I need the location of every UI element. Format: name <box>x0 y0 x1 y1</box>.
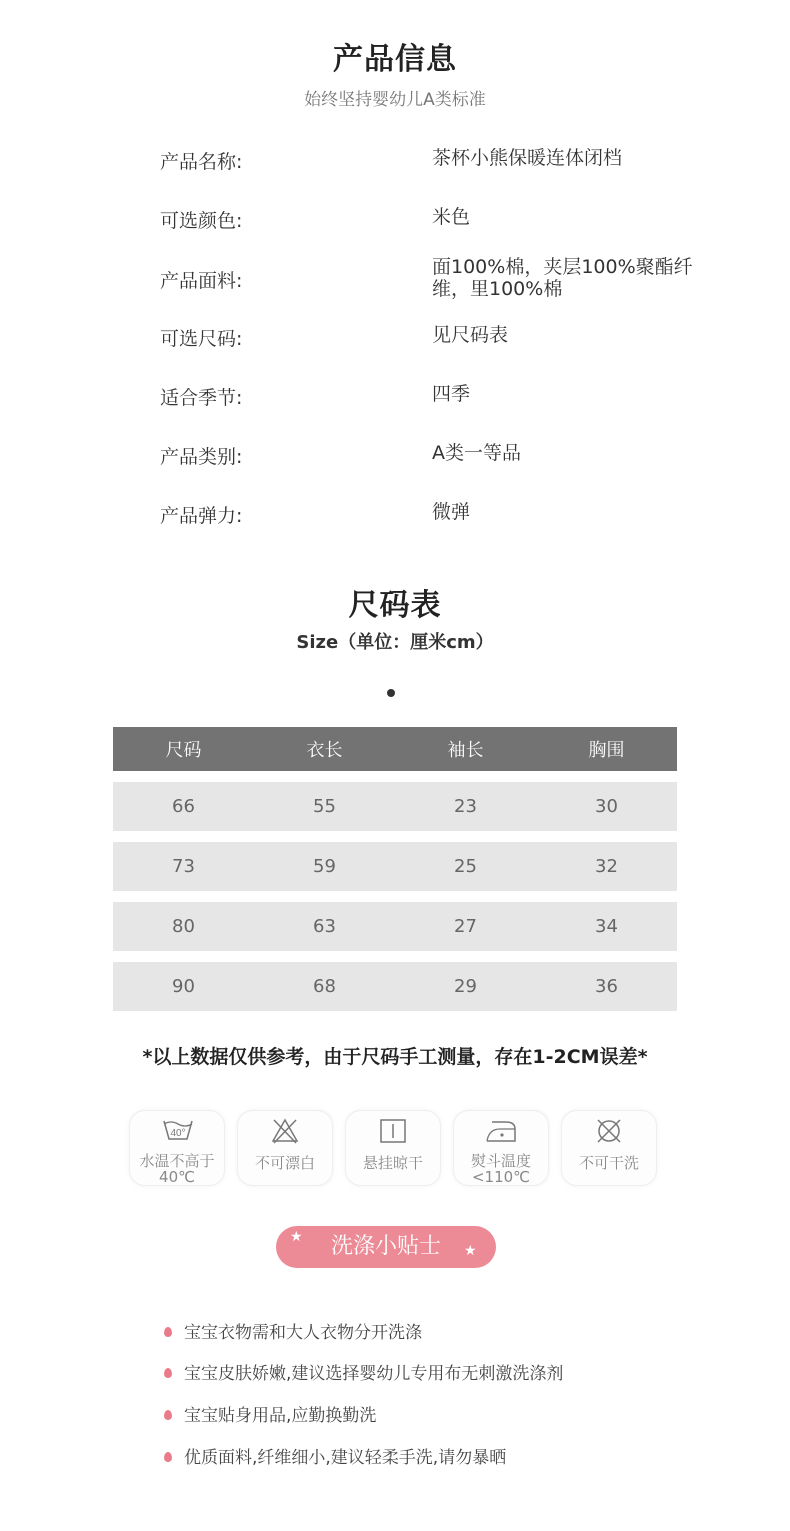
table-cell: 68 <box>254 962 395 1011</box>
star-icon: ★ <box>290 1229 303 1245</box>
info-label: 产品面料: <box>160 270 243 292</box>
table-cell: 27 <box>395 902 536 951</box>
column-header: 胸围 <box>536 727 677 771</box>
table-cell: 55 <box>254 782 395 831</box>
tip-text: 优质面料,纤维细小,建议轻柔手洗,请勿暴晒 <box>184 1448 507 1468</box>
list-item <box>164 1321 422 1345</box>
info-value: 四季 <box>432 383 471 405</box>
care-label: 不可干洗 <box>578 1154 639 1172</box>
info-label: 产品名称: <box>160 151 243 173</box>
care-label: 悬挂晾干 <box>362 1154 423 1172</box>
column-header: 尺码 <box>113 727 254 771</box>
table-cell: 80 <box>113 902 254 951</box>
product-info-title: 产品信息 <box>333 42 457 77</box>
table-cell: 59 <box>254 842 395 891</box>
care-label: 不可漂白 <box>254 1154 315 1172</box>
info-label: 产品弹力: <box>160 505 243 527</box>
drop-bullet-icon <box>164 1452 172 1462</box>
care-no-bleach <box>237 1110 333 1186</box>
table-cell: 66 <box>113 782 254 831</box>
drop-bullet-icon <box>164 1327 172 1337</box>
table-cell: 29 <box>395 962 536 1011</box>
product-info-subtitle: 始终坚持婴幼儿A类标准 <box>304 90 486 110</box>
table-row <box>113 902 677 951</box>
washing-tips-title: 洗涤小贴士 <box>276 1226 496 1268</box>
size-chart-subtitle: Size（单位：厘米cm） <box>296 632 494 653</box>
care-label: 熨斗温度<110℃ <box>470 1152 531 1186</box>
care-iron <box>453 1110 549 1186</box>
info-value: A类一等品 <box>432 442 521 464</box>
info-label: 产品类别: <box>160 446 243 468</box>
column-header: 衣长 <box>254 727 395 771</box>
wash-40-icon <box>162 1117 194 1143</box>
size-table <box>113 716 677 1022</box>
table-cell: 25 <box>395 842 536 891</box>
divider-dot <box>387 689 395 697</box>
iron-icon <box>484 1117 518 1145</box>
table-row <box>113 842 677 891</box>
table-cell: 63 <box>254 902 395 951</box>
list-item <box>164 1362 563 1386</box>
info-label: 可选颜色: <box>160 210 243 232</box>
info-label: 适合季节: <box>160 387 243 409</box>
tip-text: 宝宝皮肤娇嫩,建议选择婴幼儿专用布无刺激洗涤剂 <box>184 1364 564 1384</box>
no-bleach-icon <box>270 1117 300 1145</box>
no-dry-clean-icon <box>594 1117 624 1145</box>
column-header: 袖长 <box>395 727 536 771</box>
table-cell: 34 <box>536 902 677 951</box>
info-value: 面100%棉，夹层100%聚酯纤维，里100%棉 <box>432 256 693 300</box>
hang-dry-icon <box>378 1117 408 1145</box>
table-row <box>113 782 677 831</box>
table-cell: 30 <box>536 782 677 831</box>
info-value: 微弹 <box>432 501 471 523</box>
table-cell: 32 <box>536 842 677 891</box>
table-cell: 36 <box>536 962 677 1011</box>
tip-text: 宝宝贴身用品,应勤换勤洗 <box>184 1406 377 1426</box>
list-item <box>164 1446 506 1470</box>
drop-bullet-icon <box>164 1368 172 1378</box>
star-icon: ★ <box>464 1243 477 1259</box>
list-item <box>164 1404 376 1428</box>
care-label: 水温不高于40℃ <box>139 1152 215 1186</box>
drop-bullet-icon <box>164 1410 172 1420</box>
table-row <box>113 962 677 1011</box>
table-cell: 90 <box>113 962 254 1011</box>
info-label: 可选尺码: <box>160 328 243 350</box>
care-wash-40 <box>129 1110 225 1186</box>
info-value: 见尺码表 <box>432 324 509 346</box>
info-value: 茶杯小熊保暖连体闭档 <box>432 147 623 169</box>
table-cell: 73 <box>113 842 254 891</box>
table-header-row <box>113 727 677 771</box>
care-hang-dry <box>345 1110 441 1186</box>
care-no-dry-clean <box>561 1110 657 1186</box>
wash-temp-badge: 40° <box>170 1128 186 1139</box>
size-chart-title: 尺码表 <box>348 588 442 623</box>
info-value: 米色 <box>432 206 471 228</box>
tip-text: 宝宝衣物需和大人衣物分开洗涤 <box>184 1323 422 1343</box>
measurement-note: *以上数据仅供参考，由于尺码手工测量，存在1-2CM误差* <box>142 1046 648 1068</box>
table-cell: 23 <box>395 782 536 831</box>
